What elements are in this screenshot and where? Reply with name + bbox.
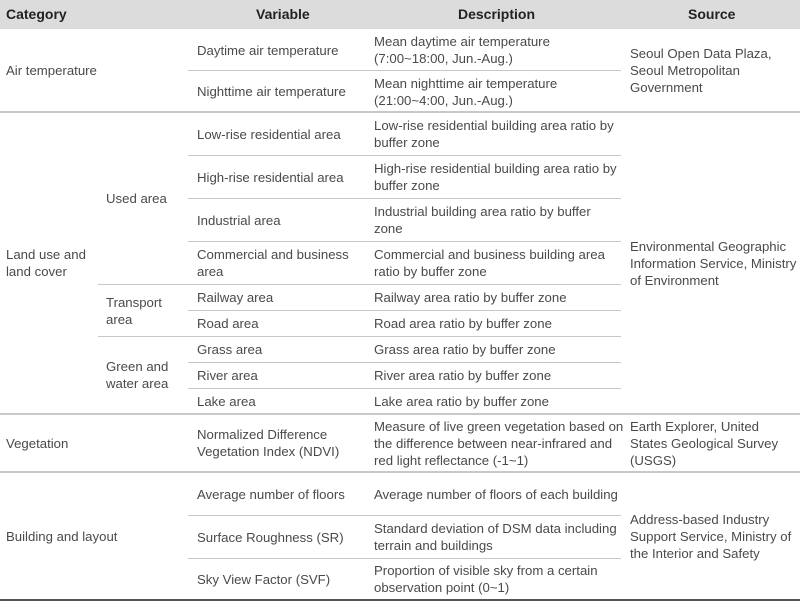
variable-cell: Sky View Factor (SVF) bbox=[197, 571, 331, 587]
description-cell: Grass area ratio by buffer zone bbox=[374, 342, 556, 357]
variable-cell: Daytime air temperature bbox=[197, 42, 339, 58]
category-cell: Building and layout bbox=[6, 528, 118, 544]
description-cell: Measure of live green vegetation based on the difference between near-infrared and red light reflectance (-1~1) bbox=[374, 418, 624, 468]
header-variable: Variable bbox=[256, 6, 310, 22]
description-cell: Mean daytime air temperature (7:00~18:00, Jun.-Aug.) bbox=[374, 34, 550, 66]
variable-cell: Normalized Difference Vegetation Index (NDVI) bbox=[197, 427, 340, 459]
category-cell: Land use and land cover bbox=[6, 247, 86, 279]
description-cell: Average number of floors of each building bbox=[374, 486, 618, 502]
header-source: Source bbox=[688, 6, 736, 22]
description-cell: Lake area ratio by buffer zone bbox=[374, 393, 549, 409]
subcategory-cell: Transport area bbox=[106, 294, 162, 327]
variable-cell: Surface Roughness (SR) bbox=[197, 529, 344, 545]
table-header bbox=[0, 0, 800, 29]
variable-cell: High-rise residential area bbox=[197, 169, 344, 185]
variable-cell: Grass area bbox=[197, 342, 263, 357]
description-cell: Mean nighttime air temperature (21:00~4:00, Jun.-Aug.) bbox=[374, 75, 558, 108]
description-cell: Road area ratio by buffer zone bbox=[374, 316, 552, 331]
category-cell: Air temperature bbox=[6, 63, 97, 78]
description-cell: Industrial building area ratio by buffer zone bbox=[374, 204, 591, 236]
description-cell: High-rise residential building area ratio by buffer zone bbox=[374, 161, 617, 193]
category-cell: Vegetation bbox=[6, 435, 69, 451]
variable-cell: River area bbox=[197, 368, 258, 383]
variable-cell: Commercial and business area bbox=[197, 247, 349, 279]
description-cell: Standard deviation of DSM data including terrain and buildings bbox=[374, 521, 617, 553]
variable-cell: Road area bbox=[197, 316, 259, 331]
source-cell: Seoul Open Data Plaza, Seoul Metropolitan Government bbox=[630, 46, 772, 95]
description-cell: Proportion of visible sky from a certain observation point (0~1) bbox=[374, 563, 598, 595]
header-description: Description bbox=[458, 6, 536, 22]
variable-cell: Lake area bbox=[197, 393, 256, 409]
source-cell: Earth Explorer, United States Geological Survey (USGS) bbox=[630, 418, 779, 468]
header-category: Category bbox=[6, 6, 67, 22]
variable-cell: Railway area bbox=[197, 290, 274, 305]
source-cell: Address-based Industry Support Service, Ministry of the Interior and Safety bbox=[630, 511, 792, 561]
description-cell: Low-rise residential building area ratio by buffer zone bbox=[374, 118, 614, 150]
variable-cell: Average number of floors bbox=[197, 486, 345, 502]
description-cell: Railway area ratio by buffer zone bbox=[374, 290, 567, 305]
description-cell: River area ratio by buffer zone bbox=[374, 368, 552, 383]
description-cell: Commercial and business building area ratio by buffer zone bbox=[374, 247, 605, 279]
subcategory-cell: Used area bbox=[106, 191, 167, 206]
variable-cell: Nighttime air temperature bbox=[197, 84, 346, 99]
variable-cell: Low-rise residential area bbox=[197, 126, 341, 142]
source-cell: Environmental Geographic Information Service, Ministry of Environment bbox=[630, 238, 797, 288]
subcategory-cell: Green and water area bbox=[106, 359, 169, 391]
variable-cell: Industrial area bbox=[197, 212, 281, 228]
